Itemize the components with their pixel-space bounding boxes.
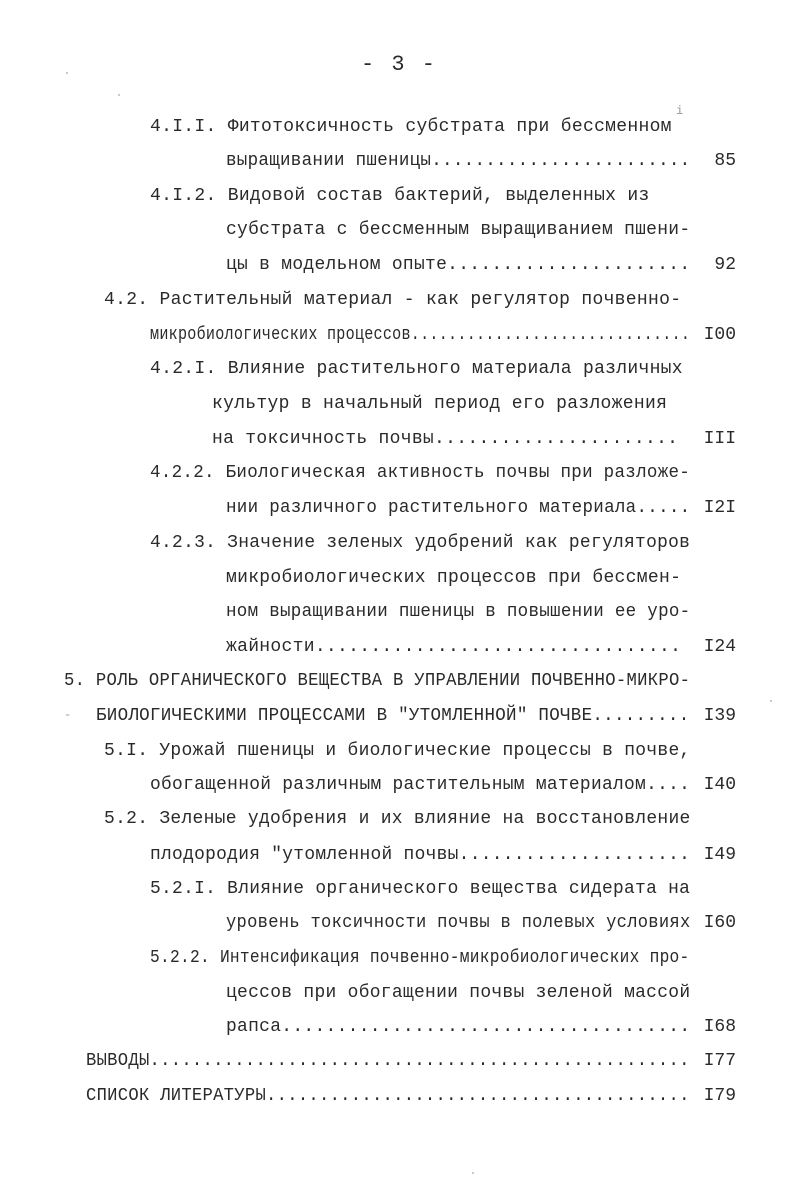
toc-page-number: I68 [703, 1017, 736, 1037]
toc-page-number: I2I [703, 498, 736, 518]
toc-line: 4.I.I. Фитотоксичность субстрата при бессменном [150, 117, 672, 137]
toc-line: микробиологических процессов.............................. [150, 325, 691, 345]
toc-line: нии различного растительного материала..... [226, 498, 691, 518]
toc-line: обогащенной различным растительным материалом.... [150, 775, 691, 795]
toc-page-number: III [703, 429, 736, 449]
toc-page-number: 85 [714, 151, 736, 171]
toc-line: культур в начальный период его разложения [212, 394, 668, 414]
toc-line: плодородия "утомленной почвы..................... [150, 845, 691, 865]
toc-line: микробиологических процессов при бессмен- [226, 568, 682, 588]
toc-page-number: 92 [714, 255, 736, 275]
scan-speck [770, 700, 772, 702]
toc-line: выращивании пшеницы........................ [226, 151, 691, 171]
toc-line: СПИСОК ЛИТЕРАТУРЫ........................................ [86, 1086, 690, 1106]
toc-line: 4.2. Растительный материал - как регулятор почвенно- [104, 290, 682, 310]
scan-speck [472, 1172, 474, 1174]
toc-line: 4.2.3. Значение зеленых удобрений как регуляторов [150, 533, 691, 553]
toc-page-number: I24 [703, 637, 736, 657]
toc-line: 5.I. Урожай пшеницы и биологические процессы в почве, [104, 741, 691, 761]
toc-line: 5.2.2. Интенсификация почвенно-микробиологических про- [150, 948, 690, 968]
toc-page-number: I00 [703, 325, 736, 345]
toc-line: на токсичность почвы...................... [212, 429, 679, 449]
toc-line: 4.2.2. Биологическая активность почвы при разложе- [150, 463, 691, 483]
toc-line: 5. РОЛЬ ОРГАНИЧЕСКОГО ВЕЩЕСТВА В УПРАВЛЕНИИ ПОЧВЕННО-МИКРО- [64, 671, 691, 691]
toc-page-number: I49 [703, 845, 736, 865]
toc-page-number: I39 [703, 706, 736, 726]
toc-page-number: I40 [703, 775, 736, 795]
toc-line: 4.I.2. Видовой состав бактерий, выделенных из [150, 186, 650, 206]
toc-page-number: I77 [703, 1051, 736, 1071]
scan-speck [118, 94, 120, 96]
toc-line: 4.2.I. Влияние растительного материала различных [150, 359, 683, 379]
toc-line: ном выращивании пшеницы в повышении ее уро- [226, 602, 691, 622]
toc-line: цессов при обогащении почвы зеленой массой [226, 983, 691, 1003]
stray-mark: i [676, 104, 684, 118]
toc-line: ВЫВОДЫ................................................... [86, 1051, 690, 1071]
page-number: - 3 - [360, 52, 437, 77]
toc-line: рапса..................................... [226, 1017, 691, 1037]
toc-line: уровень токсичности почвы в полевых условиях [226, 913, 691, 933]
toc-line: БИОЛОГИЧЕСКИМИ ПРОЦЕССАМИ В "УТОМЛЕННОЙ" ПОЧВЕ......... [96, 706, 690, 726]
toc-line: цы в модельном опыте...................... [226, 255, 691, 275]
toc-line: субстрата с бессменным выращиванием пшени- [226, 220, 691, 240]
scan-speck [66, 72, 68, 74]
margin-dash: - [64, 708, 72, 722]
toc-line: 5.2.I. Влияние органического вещества сидерата на [150, 879, 691, 899]
toc-page-number: I79 [703, 1086, 736, 1106]
toc-line: 5.2. Зеленые удобрения и их влияние на восстановление [104, 809, 691, 829]
toc-line: жайности................................. [226, 637, 682, 657]
toc-page-number: I60 [703, 913, 736, 933]
